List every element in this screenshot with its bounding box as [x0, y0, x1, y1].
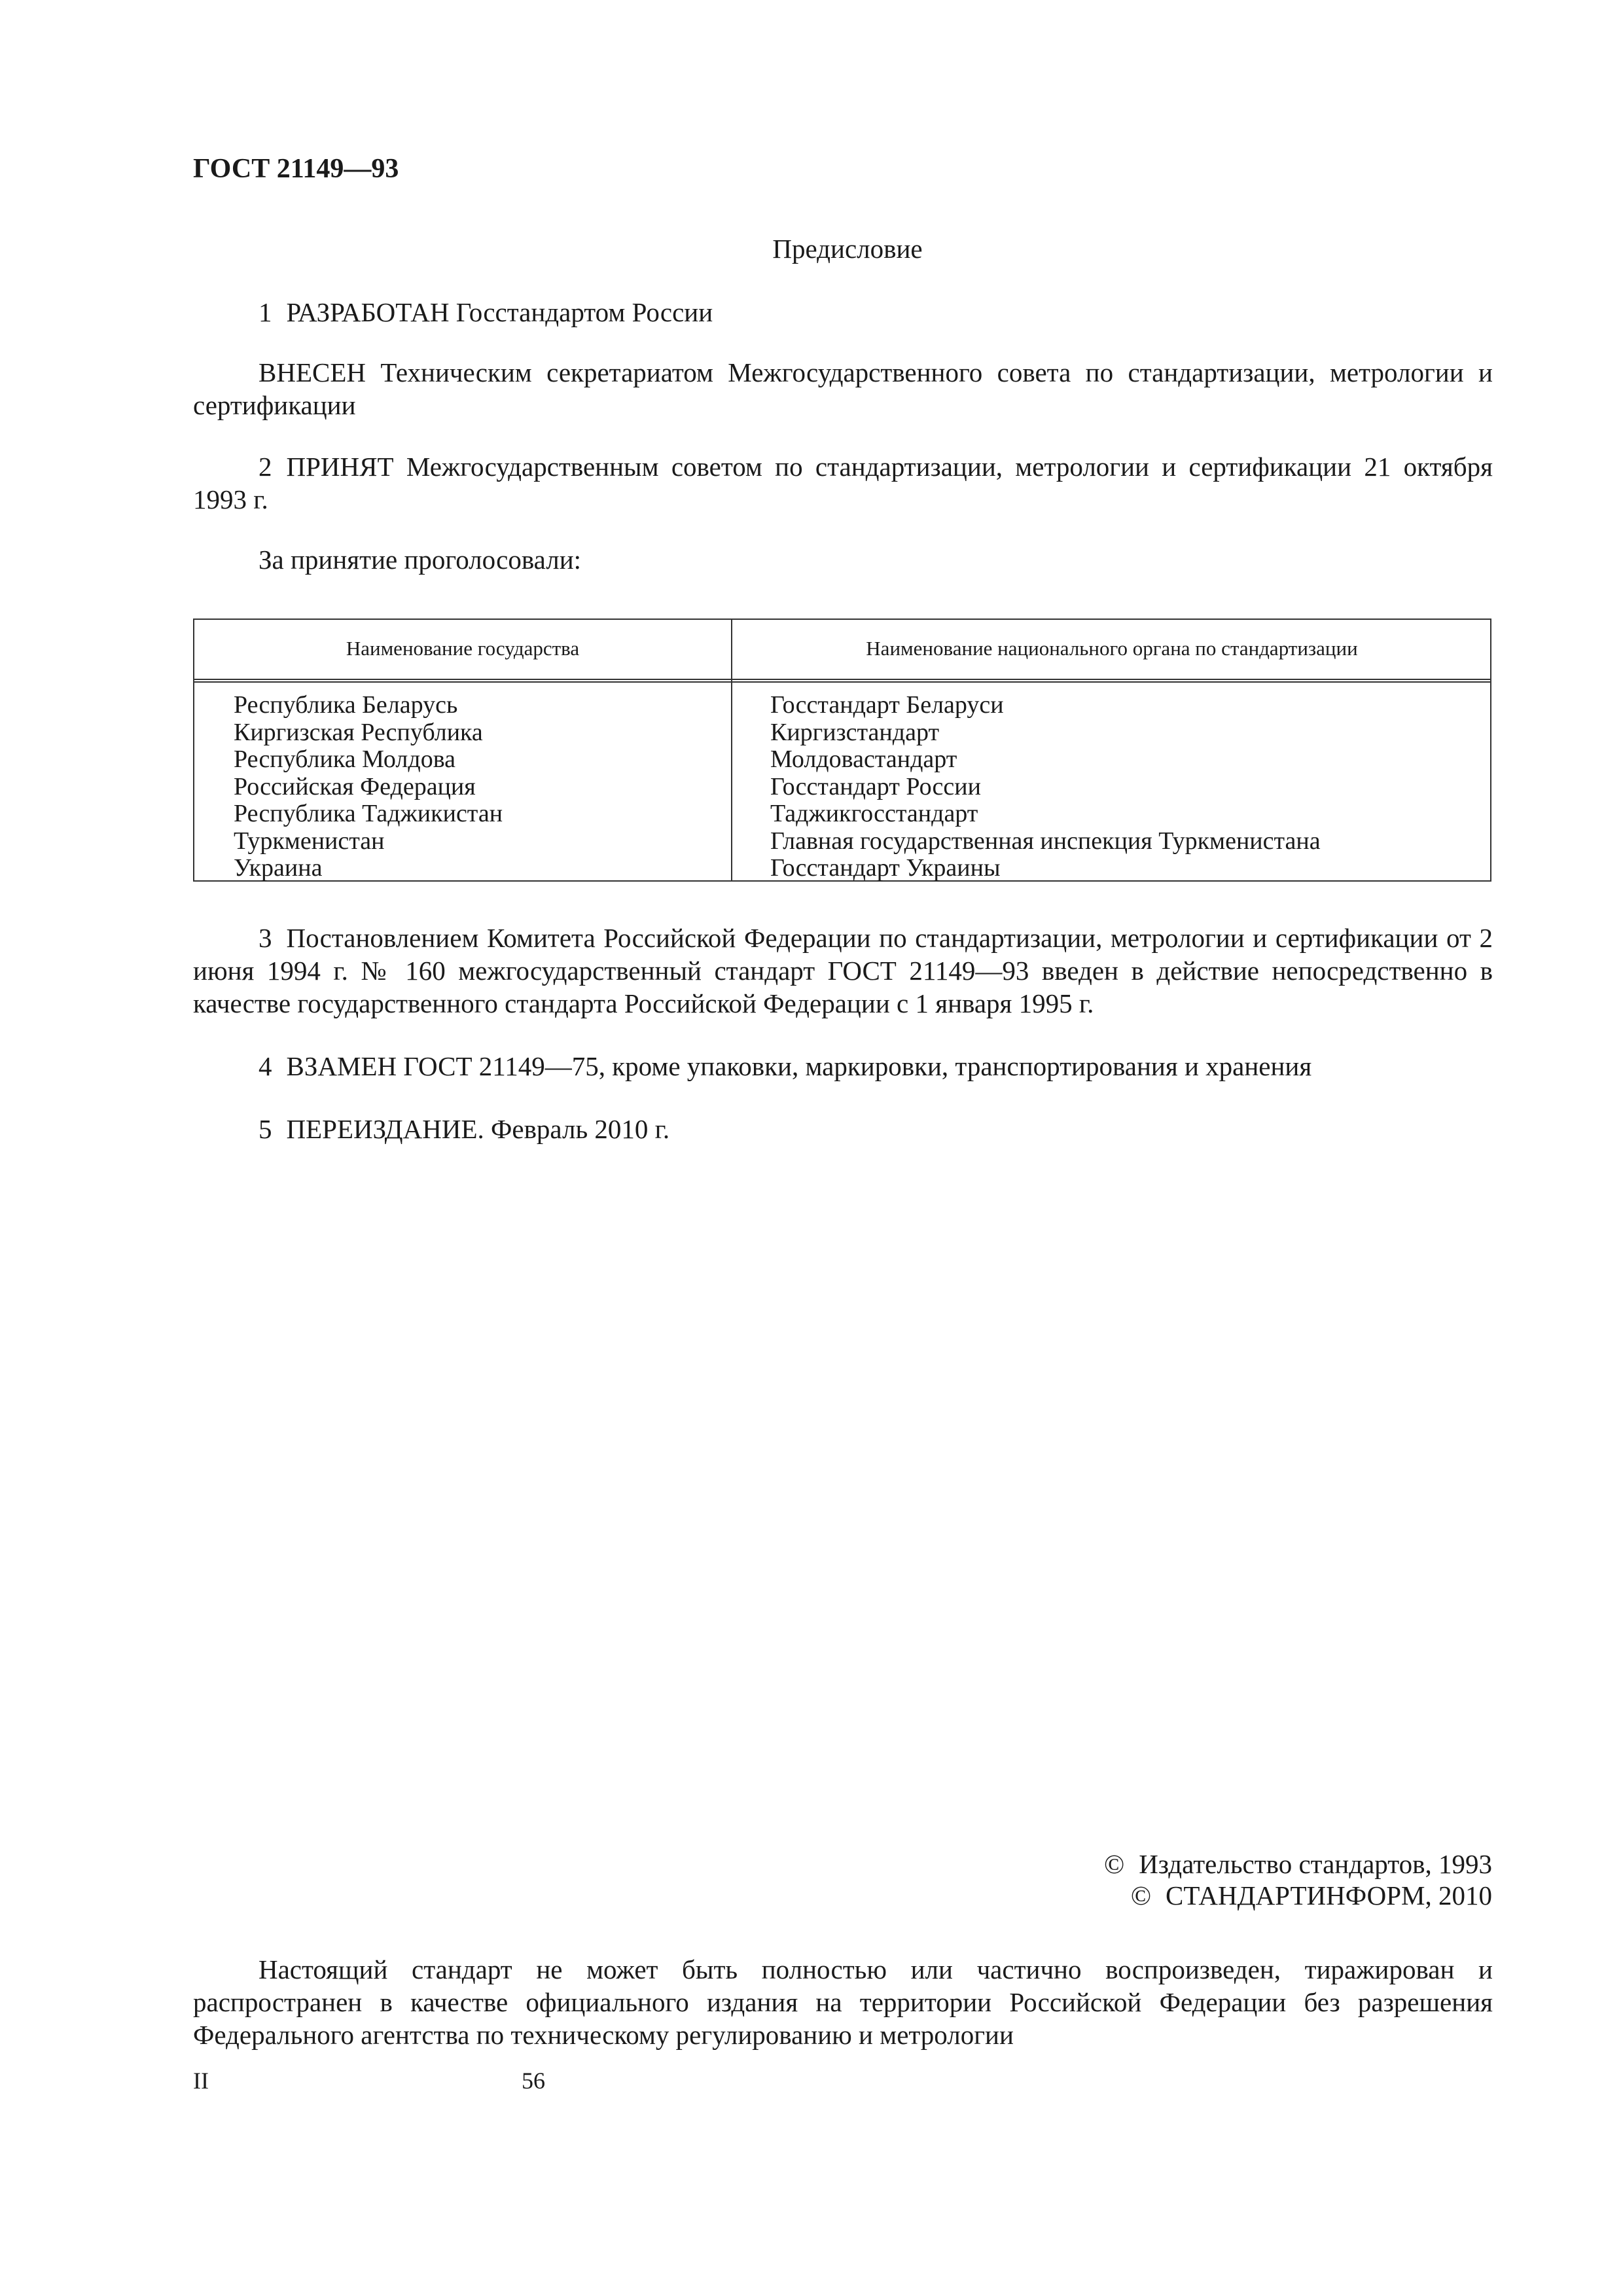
state-column: [234, 692, 503, 882]
item-3-enacted: [193, 922, 1493, 1020]
item-submitted: [193, 356, 1493, 422]
copyright-line: © Издательство стандартов, 1993: [1104, 1849, 1492, 1879]
table-cell-state: Украина: [234, 854, 323, 882]
table-cell-state: Республика Таджикистан: [234, 800, 503, 827]
item-text: ВНЕСЕН Техническим секретариатом Межгосударственного совета по стандартизации, метрологии и сертификации: [193, 357, 1493, 420]
item-4-replaces: [193, 1050, 1493, 1083]
item-number: 1: [259, 297, 272, 327]
table-cell-state: Туркменистан: [234, 827, 385, 855]
preface-heading: Предисловие: [772, 234, 923, 264]
table-cell-org: Госстандарт Украины: [770, 854, 1001, 882]
copyright-line: © СТАНДАРТИНФОРМ, 2010: [1130, 1880, 1492, 1910]
table-cell-org: Главная государственная инспекция Туркменистана: [770, 827, 1321, 855]
table-cell-state: Российская Федерация: [234, 772, 476, 800]
voting-table: [193, 619, 1491, 882]
item-text: ПРИНЯТ Межгосударственным советом по стандартизации, метрологии и сертификации 21 октября 1993 г.: [193, 452, 1493, 514]
copyright-icon: ©: [1130, 1880, 1152, 1910]
table-header-state: Наименование государства: [346, 637, 580, 660]
table-cell-state: Республика Молдова: [234, 745, 456, 773]
item-text: РАЗРАБОТАН Госстандартом России: [286, 297, 713, 327]
voted-intro: [193, 543, 1493, 576]
copyright-icon: ©: [1104, 1849, 1125, 1879]
item-text: ПЕРЕИЗДАНИЕ. Февраль 2010 г.: [286, 1114, 670, 1144]
roman-page-number: II: [193, 2068, 209, 2094]
table-cell-state: Республика Беларусь: [234, 691, 458, 719]
item-5-reissue: [193, 1113, 1493, 1145]
table-cell-org: Госстандарт России: [770, 772, 981, 800]
copyright-block: [1104, 1848, 1492, 1911]
table-cell-org: Молдовастандарт: [770, 745, 957, 773]
item-text: ВЗАМЕН ГОСТ 21149—75, кроме упаковки, маркировки, транспортирования и хранения: [286, 1051, 1312, 1081]
page-number: 56: [522, 2068, 545, 2094]
item-number: 4: [259, 1051, 272, 1081]
table-cell-org: Киргизстандарт: [770, 718, 940, 746]
item-text: Постановлением Комитета Российской Федерации по стандартизации, метрологии и сертификации от 2 июня 1994 г. № 160 межгосударственный стандарт ГОСТ 21149—93 введен в действие непосредственно в качестве государственного стандарта Российской Федерации с 1 января 1995 г.: [193, 923, 1493, 1018]
document-page: [193, 151, 1502, 2258]
reproduction-notice: Настоящий стандарт не может быть полностью или частично воспроизведен, тиражирован и распространен в качестве официального издания на территории Российской Федерации без разрешения Федерального агентства по техническому регулированию и метрологии: [193, 1954, 1493, 2050]
item-number: 3: [259, 923, 272, 953]
table-header-org: Наименование национального органа по стандартизации: [866, 637, 1358, 660]
document-code: ГОСТ 21149—93: [193, 154, 399, 184]
item-number: 2: [259, 452, 272, 482]
table-header-rule: [194, 679, 1490, 683]
table-cell-org: Госстандарт Беларуси: [770, 691, 1004, 719]
item-text: За принятие проголосовали:: [259, 545, 582, 575]
table-cell-state: Киргизская Республика: [234, 718, 483, 746]
item-2-adopted: [193, 450, 1493, 516]
item-1-developed: [193, 296, 1493, 329]
org-column: [770, 692, 1321, 882]
item-number: 5: [259, 1114, 272, 1144]
table-cell-org: Таджикгосстандарт: [770, 800, 978, 827]
